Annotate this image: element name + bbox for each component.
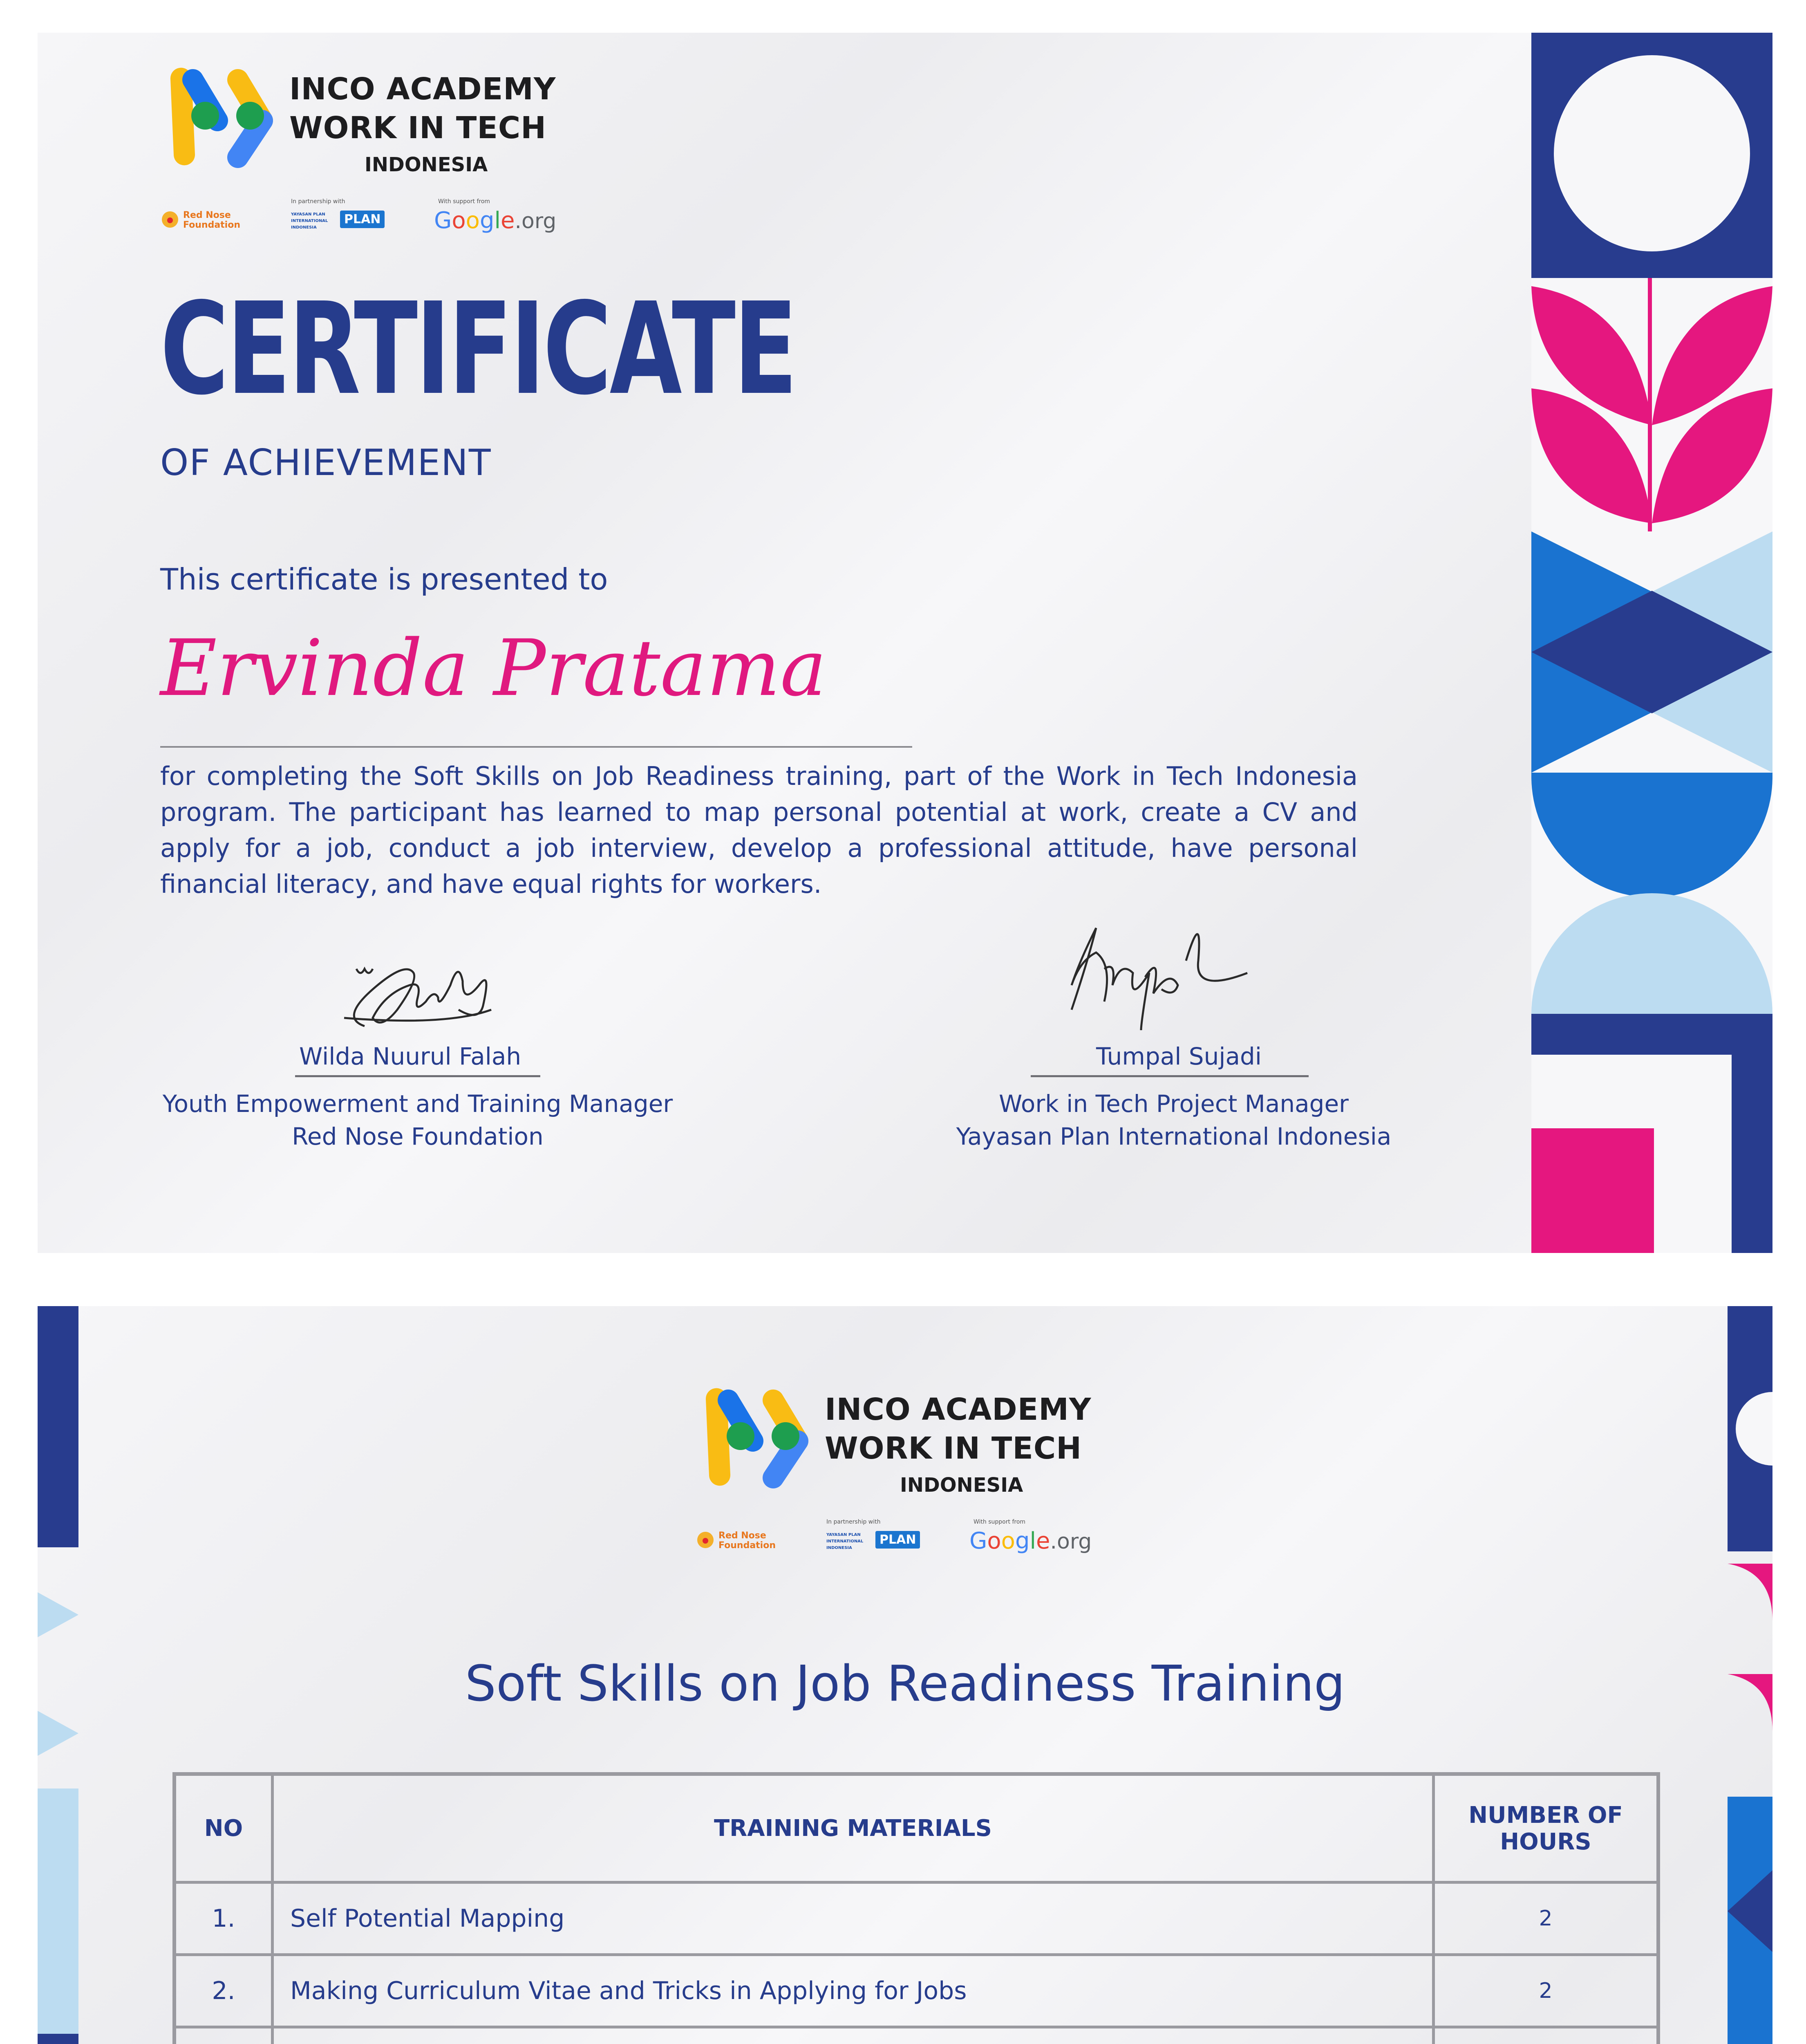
table-row	[175, 2027, 1658, 2044]
brand-line-1: INCO ACADEMY	[289, 72, 556, 107]
signatory-1-line	[295, 1075, 540, 1077]
signatory-2-role: Work in Tech Project Manager	[998, 1090, 1349, 1118]
recipient-name: Ervinda Pratama	[160, 623, 827, 713]
support-label: With support from	[973, 1519, 1026, 1525]
row-no	[175, 2027, 273, 2044]
google-org-logo: Google.org	[969, 1528, 1092, 1554]
row-hours: 2	[1434, 1955, 1658, 2027]
brand-line-3: INDONESIA	[365, 153, 488, 176]
signatory-1-name: Wilda Nuurul Falah	[299, 1042, 521, 1070]
training-title: Soft Skills on Job Readiness Training	[465, 1656, 1345, 1712]
signature-2	[1039, 912, 1284, 1059]
signatory-1-org: Red Nose Foundation	[292, 1123, 544, 1150]
partnership-label: In partnership with	[291, 198, 345, 205]
signatory-1-role: Youth Empowerment and Training Manager	[162, 1090, 673, 1118]
decorative-band-right	[1531, 33, 1772, 1253]
table-row	[175, 1883, 1658, 1955]
table-header-row	[175, 1774, 1658, 1883]
signatory-2-org: Yayasan Plan International Indonesia	[956, 1123, 1392, 1150]
table-row	[175, 1955, 1658, 2027]
recipient-underline	[160, 746, 912, 748]
header-hours: NUMBER OF HOURS	[1434, 1774, 1658, 1883]
brand-line-2: WORK IN TECH	[289, 110, 547, 146]
signatory-2-line	[1031, 1075, 1309, 1077]
red-nose-foundation-icon	[696, 1530, 715, 1550]
header-materials: TRAINING MATERIALS	[273, 1774, 1434, 1883]
work-in-tech-logo-icon	[696, 1384, 810, 1490]
red-nose-foundation-logo: Red Nose Foundation	[718, 1531, 776, 1551]
certificate-subtitle: OF ACHIEVEMENT	[160, 442, 492, 484]
brand-line-2: WORK IN TECH	[825, 1431, 1082, 1466]
signatory-2	[908, 912, 1439, 1206]
signatory-2-name: Tumpal Sujadi	[1096, 1042, 1262, 1070]
brand-line-3: INDONESIA	[900, 1474, 1023, 1497]
academy-logo	[160, 63, 610, 256]
presented-to-text: This certificate is presented to	[160, 562, 608, 596]
row-hours	[1434, 2027, 1658, 2044]
brand-line-1: INCO ACADEMY	[825, 1392, 1092, 1427]
support-label: With support from	[438, 198, 490, 205]
partner-logos	[160, 198, 569, 243]
partner-logos	[696, 1519, 1104, 1564]
partnership-label: In partnership with	[826, 1519, 881, 1525]
red-nose-foundation-logo: Red Nose Foundation	[183, 210, 241, 230]
row-material: Self Potential Mapping	[273, 1883, 1434, 1955]
row-material: Making Curriculum Vitae and Tricks in Applying for Jobs	[273, 1955, 1434, 2027]
yayasan-plan-logo: YAYASAN PLAN INTERNATIONAL INDONESIA	[291, 212, 328, 230]
google-org-logo: Google.org	[434, 207, 557, 234]
row-material	[273, 2027, 1434, 2044]
academy-logo-2	[696, 1384, 1145, 1576]
row-no: 1.	[175, 1883, 273, 1955]
row-no: 2.	[175, 1955, 273, 2027]
signatory-1	[160, 920, 732, 1206]
plan-logo: PLAN	[340, 211, 385, 228]
red-nose-foundation-icon	[160, 210, 180, 229]
row-hours: 2	[1434, 1883, 1658, 1955]
certificate-title: CERTIFICATE	[160, 276, 796, 423]
work-in-tech-logo-icon	[160, 63, 275, 170]
certificate-page	[38, 33, 1772, 1253]
plan-logo: PLAN	[875, 1531, 920, 1549]
header-no: NO	[175, 1774, 273, 1883]
training-materials-table	[172, 1772, 1660, 2044]
training-details-page	[38, 1306, 1772, 2044]
yayasan-plan-logo: YAYASAN PLAN INTERNATIONAL INDONESIA	[826, 1533, 864, 1550]
certificate-body: for completing the Soft Skills on Job Readiness training, part of the Work in Tech Indonesia program. The participant has learned to map personal potential at work, create a CV and apply for a job, conduct a job interview, develop a professional attitude, have personal financial literacy, and have equal rights for workers.	[160, 761, 1358, 899]
